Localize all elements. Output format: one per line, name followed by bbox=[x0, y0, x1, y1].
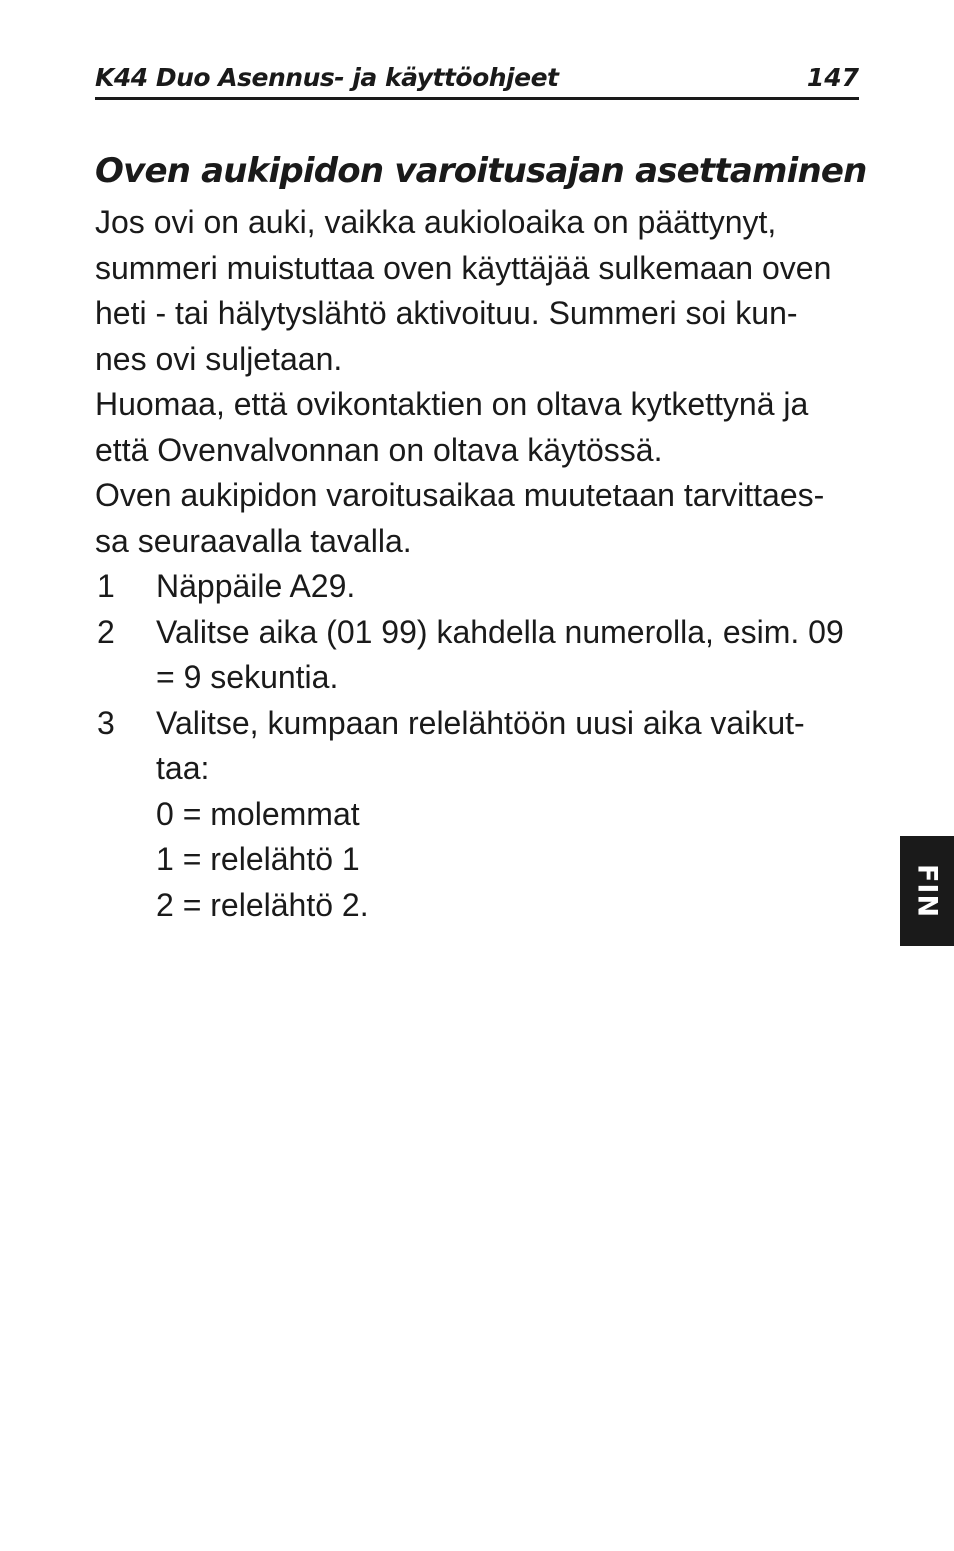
step-text: Valitse, kumpaan relelähtöön uusi aika vaikut- taa: bbox=[156, 704, 805, 786]
page-number: 147 bbox=[806, 63, 859, 92]
step-item bbox=[95, 564, 859, 610]
section-title: Oven aukipidon varoitusajan asettaminen bbox=[95, 151, 867, 191]
paragraph-note: Huomaa, että ovikontaktien on oltava kytkettynä ja että Ovenvalvonnan on oltava käytössä. bbox=[95, 386, 809, 468]
relay-option: 0 = molemmat bbox=[156, 795, 360, 832]
paragraph-intro: Jos ovi on auki, vaikka aukioloaika on päättynyt, summeri muistuttaa oven käyttäjää sulkemaan oven heti - tai hälytyslähtö aktivoituu. Summeri soi kun- nes ovi suljetaan. bbox=[95, 204, 832, 377]
step-text: Valitse aika (01 99) kahdella numerolla, esim. 09 = 9 sekuntia. bbox=[156, 613, 844, 695]
document-title: K44 Duo Asennus- ja käyttöohjeet bbox=[95, 63, 559, 92]
relay-options-list bbox=[156, 792, 859, 929]
page-header bbox=[95, 58, 859, 100]
step-item bbox=[95, 701, 859, 929]
language-tab bbox=[900, 836, 954, 946]
language-tab-label: FIN bbox=[911, 863, 943, 919]
step-text: Näppäile A29. bbox=[156, 568, 356, 604]
step-number: 3 bbox=[97, 704, 115, 741]
relay-option: 1 = relelähtö 1 bbox=[156, 841, 360, 877]
step-number: 2 bbox=[97, 613, 115, 650]
main-content bbox=[95, 148, 867, 928]
step-number: 1 bbox=[97, 568, 115, 604]
relay-option: 2 = relelähtö 2. bbox=[156, 886, 369, 923]
step-item bbox=[95, 610, 859, 701]
paragraph-instructions: Oven aukipidon varoitusaikaa muutetaan tarvittaes- sa seuraavalla tavalla. bbox=[95, 477, 825, 559]
steps-list bbox=[95, 564, 859, 928]
